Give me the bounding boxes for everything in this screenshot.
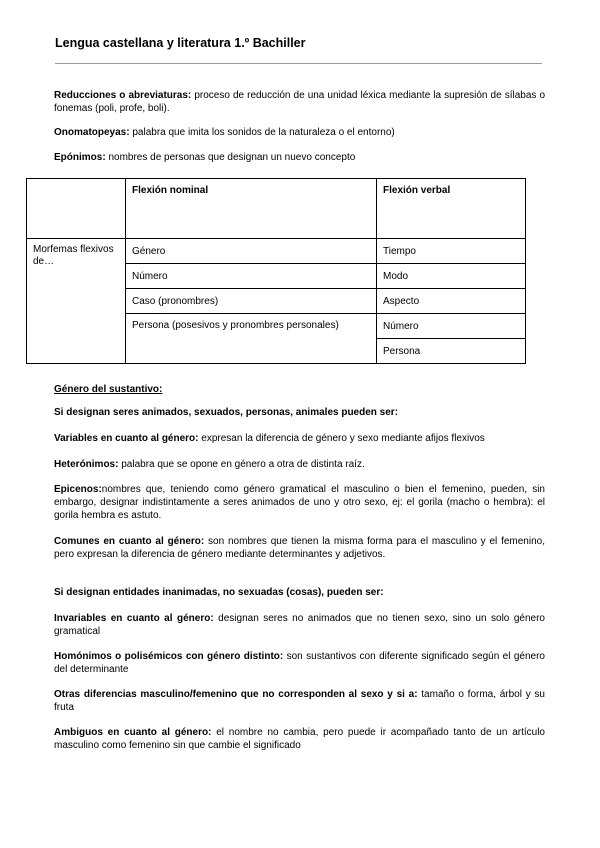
item-term: Variables en cuanto al género: <box>54 433 199 444</box>
item-term: Homónimos o polisémicos con género distinto: <box>54 651 284 662</box>
table-header-cell: Flexión verbal <box>377 179 526 239</box>
inanimados-item <box>54 650 545 676</box>
table-row <box>27 239 526 264</box>
table-cell: Modo <box>377 264 526 289</box>
definition-text: nombres de personas que designan un nuevo concepto <box>105 152 356 163</box>
definition-text: proceso de reducción de una unidad léxica mediante la supresión de sílabas o fonemas (poli, profe, boli). <box>54 90 546 114</box>
item-text: son sustantivos con diferente significado según el género del determinante <box>54 651 545 675</box>
inflection-table <box>26 178 526 364</box>
inanimados-item <box>54 612 545 638</box>
table-cell: Número <box>377 314 526 339</box>
table-cell: Tiempo <box>377 239 526 264</box>
item-term: Epicenos: <box>54 484 102 495</box>
definition-reducciones <box>54 89 545 115</box>
animados-item <box>54 483 545 522</box>
definition-term: Epónimos: <box>54 152 106 163</box>
item-text: expresan la diferencia de género y sexo mediante afijos flexivos <box>198 433 485 444</box>
table-header-cell: Flexión nominal <box>126 179 377 239</box>
table-cell: Persona (posesivos y pronombres personales) <box>126 314 377 364</box>
item-term: Heterónimos: <box>54 459 119 470</box>
table-header-cell <box>27 179 126 239</box>
item-text: nombres que, teniendo como género gramatical el masculino o bien el femenino, pueden, sin embargo, designar indistintamente a seres animados de uno y otro sexo, ej: el gorila (macho o hembra): el gorila hembra es astuto. <box>54 484 545 521</box>
animados-intro: Si designan seres animados, sexuados, personas, animales pueden ser: <box>54 407 399 418</box>
table-cell: Persona <box>377 339 526 364</box>
item-term: Ambiguos en cuanto al género: <box>54 727 212 738</box>
inanimados-item <box>54 688 545 714</box>
item-term: Comunes en cuanto al género: <box>54 536 205 547</box>
item-term: Invariables en cuanto al género: <box>54 613 214 624</box>
item-text: tamaño o forma, árbol y su fruta <box>54 689 545 713</box>
table-cell: Caso (pronombres) <box>126 289 377 314</box>
item-term: Otras diferencias masculino/femenino que no corresponden al sexo y si a: <box>54 689 418 700</box>
item-text: palabra que se opone en género a otra de distinta raíz. <box>118 459 365 470</box>
item-text: el nombre no cambia, pero puede ir acompañado tanto de un artículo masculino como femenino sin que cambie el significado <box>54 727 545 751</box>
item-text: designan seres no animados que no tienen sexo, sino un solo género gramatical <box>54 613 545 637</box>
animados-item <box>54 458 545 471</box>
definition-text: palabra que imita los sonidos de la naturaleza o el entorno) <box>129 127 395 138</box>
animados-item <box>54 432 545 445</box>
definition-eponimos <box>54 151 545 164</box>
section-heading: Género del sustantivo: <box>54 384 163 395</box>
item-text: son nombres que tienen la misma forma para el masculino y el femenino, pero expresan la diferencia de género mediante determinantes y adjetivos. <box>54 536 545 560</box>
table-header-row <box>27 179 526 239</box>
definition-onomatopeyas <box>54 126 545 139</box>
definition-term: Onomatopeyas: <box>54 127 130 138</box>
table-cell: Aspecto <box>377 289 526 314</box>
table-cell: Género <box>126 239 377 264</box>
table-cell: Número <box>126 264 377 289</box>
document-title: Lengua castellana y literatura 1.º Bachiller <box>55 36 306 50</box>
inanimados-intro: Si designan entidades inanimadas, no sexuadas (cosas), pueden ser: <box>54 587 384 598</box>
inanimados-item <box>54 726 545 752</box>
animados-item <box>54 535 545 561</box>
row-label-cell: Morfemas flexivos de… <box>27 239 126 364</box>
definition-term: Reducciones o abreviaturas: <box>54 90 192 101</box>
header-divider <box>55 63 542 64</box>
